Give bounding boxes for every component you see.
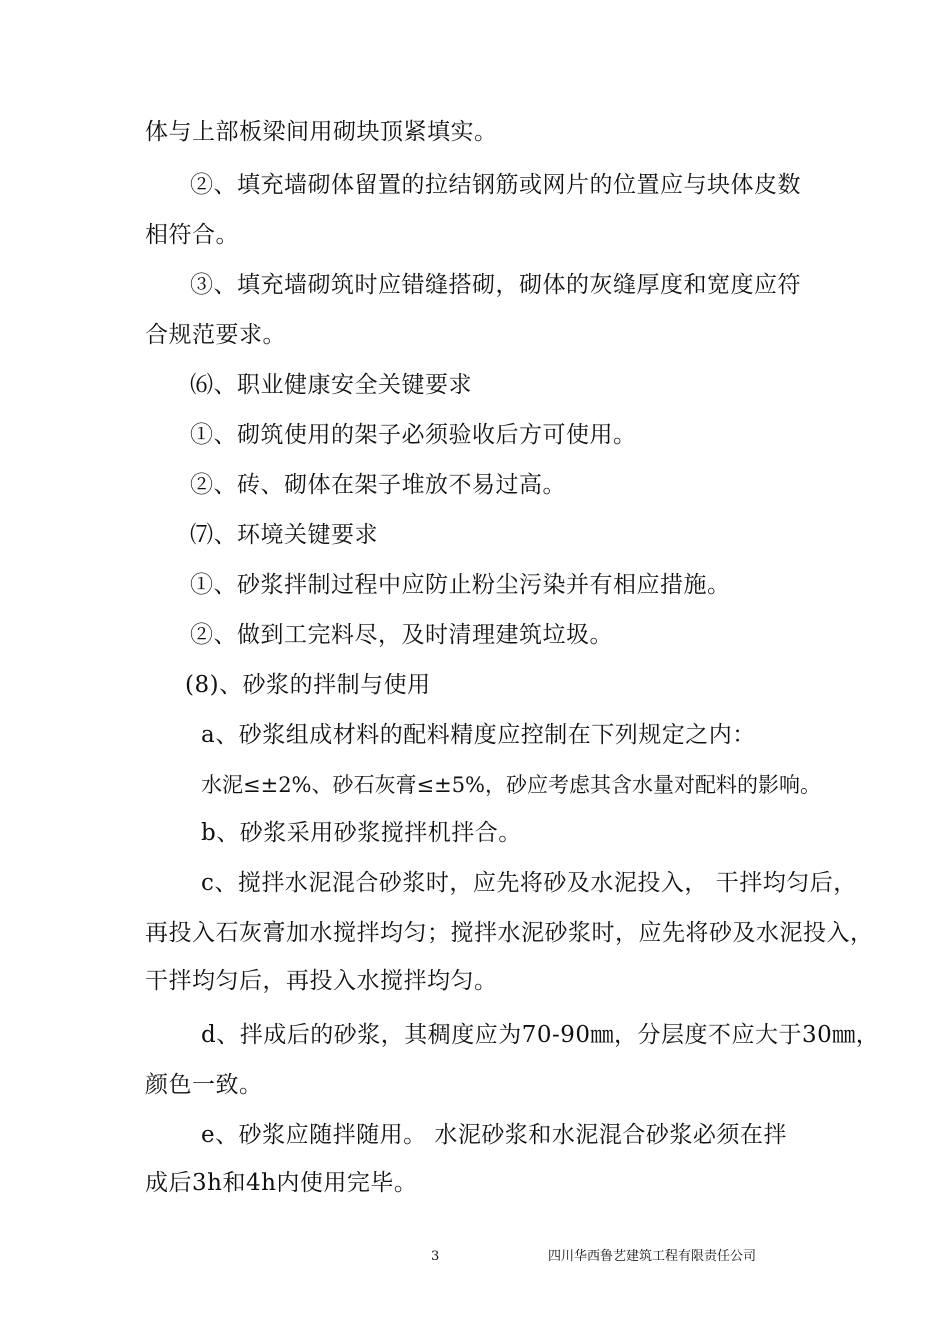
body-line: d、拌成后的砂浆，其稠度应为70-90㎜，分层度不应大于30㎜， <box>201 1022 880 1048</box>
body-line: b、砂浆采用砂浆搅拌机拌合。 <box>201 820 522 846</box>
body-line: a、砂浆组成材料的配料精度应控制在下列规定之内： <box>201 722 756 748</box>
footer-company: 四川华西鲁艺建筑工程有限责任公司 <box>548 1249 757 1264</box>
body-line: c、搅拌水泥混合砂浆时，应先将砂及水泥投入， 干拌均匀后， <box>201 870 857 896</box>
body-line: 干拌均匀后，再投入水搅拌均匀。 <box>145 968 498 994</box>
body-line: 体与上部板梁间用砌块顶紧填实。 <box>145 119 498 145</box>
page-number: 3 <box>431 1249 440 1264</box>
section-heading: ⑺、环境关键要求 <box>190 522 378 548</box>
body-line: ②、做到工完料尽，及时清理建筑垃圾。 <box>190 622 613 648</box>
body-line: ①、砂浆拌制过程中应防止粉尘污染并有相应措施。 <box>190 572 731 598</box>
body-line: ②、砖、砌体在架子堆放不易过高。 <box>190 472 566 498</box>
body-line: ①、砌筑使用的架子必须验收后方可使用。 <box>190 422 637 448</box>
section-heading: (8)、砂浆的拌制与使用 <box>185 672 431 698</box>
body-line: 相符合。 <box>145 222 239 248</box>
body-line: 颜色一致。 <box>145 1072 263 1098</box>
body-line: 再投入石灰膏加水搅拌均匀；搅拌水泥砂浆时，应先将砂及水泥投入， <box>145 920 874 946</box>
body-line: ②、填充墙砌体留置的拉结钢筋或网片的位置应与块体皮数 <box>190 172 801 198</box>
body-line: 水泥≤±2%、砂石灰膏≤±5%，砂应考虑其含水量对配料的影响。 <box>201 773 822 797</box>
body-line: 合规范要求。 <box>145 322 286 348</box>
body-line: e、砂浆应随拌随用。 水泥砂浆和水泥混合砂浆必须在拌 <box>201 1122 787 1148</box>
body-line: ③、填充墙砌筑时应错缝搭砌，砌体的灰缝厚度和宽度应符 <box>190 272 801 298</box>
section-heading: ⑹、职业健康安全关键要求 <box>190 372 472 398</box>
body-line: 成后3h和4h内使用完毕。 <box>145 1170 418 1196</box>
